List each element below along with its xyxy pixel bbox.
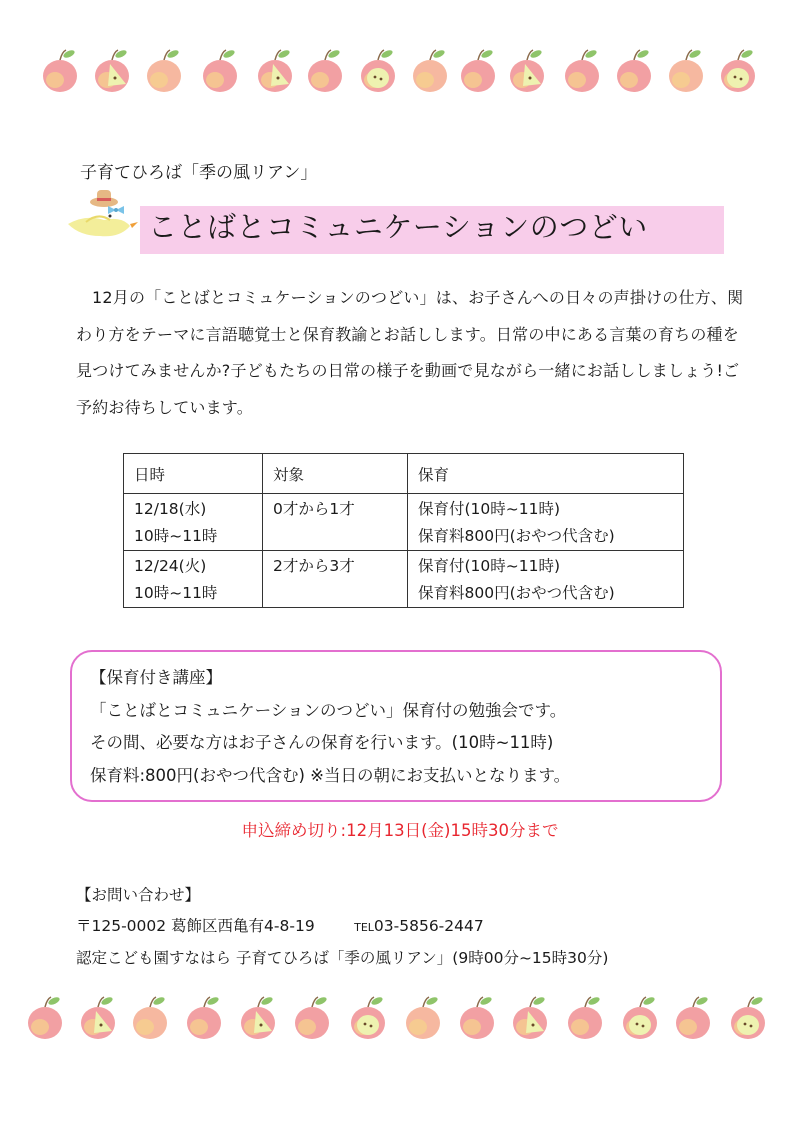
page-title: ことばとコミュニケーションのつどい	[148, 210, 648, 244]
tel-label: TEL	[354, 921, 374, 934]
apple-icon	[308, 49, 342, 92]
tel-number: 03-5856-2447	[373, 917, 484, 935]
apple-icon	[669, 49, 703, 92]
apple-row-icon	[0, 48, 800, 128]
address-text: 〒125-0002 葛飾区西亀有4-8-19	[76, 917, 315, 935]
table-row	[124, 494, 684, 551]
facility-line: 認定こども園すなはら 子育てひろば「季の風リアン」(9時00分~15時30分)	[76, 949, 609, 967]
schedule-table	[123, 453, 684, 608]
target-cell: 0才から1才	[263, 494, 408, 551]
apple-icon	[565, 49, 599, 92]
header-datetime: 日時	[124, 454, 263, 494]
time-text: 10時~11時	[134, 527, 218, 545]
apple-row-icon	[0, 995, 800, 1075]
contact-section	[76, 880, 608, 974]
datetime-cell	[124, 494, 263, 551]
address-line	[76, 911, 608, 943]
apple-icon	[413, 49, 447, 92]
childcare-cell	[408, 494, 684, 551]
bottom-apple-border	[0, 995, 800, 1075]
apple-icon	[241, 996, 275, 1039]
application-deadline: 申込締め切り:12月13日(金)15時30分まで	[241, 821, 559, 840]
apple-icon	[568, 996, 602, 1039]
apple-icon	[731, 996, 765, 1039]
apple-icon	[461, 49, 495, 92]
fee-text: 保育料800円(おやつ代含む)	[418, 527, 615, 545]
date-text: 12/24(火)	[134, 557, 207, 575]
apple-icon	[721, 49, 755, 92]
date-text: 12/18(水)	[134, 500, 207, 518]
apple-icon	[295, 996, 329, 1039]
apple-icon	[617, 49, 651, 92]
apple-icon	[460, 996, 494, 1039]
childcare-text: 保育付(10時~11時)	[418, 500, 561, 518]
table-header-row	[124, 454, 684, 494]
bird-icon	[64, 186, 144, 246]
header-target: 対象	[263, 454, 408, 494]
apple-icon	[147, 49, 181, 92]
apple-icon	[133, 996, 167, 1039]
course-heading: 【保育付き講座】	[90, 668, 222, 687]
apple-icon	[406, 996, 440, 1039]
apple-icon	[203, 49, 237, 92]
time-text: 10時~11時	[134, 584, 218, 602]
childcare-text: 保育付(10時~11時)	[418, 557, 561, 575]
apple-icon	[623, 996, 657, 1039]
apple-icon	[361, 49, 395, 92]
apple-icon	[95, 49, 129, 92]
course-line: 「ことばとコミュニケーションのつどい」保育付の勉強会です。	[90, 700, 567, 720]
apple-icon	[43, 49, 77, 92]
course-line: その間、必要な方はお子さんの保育を行います。(10時~11時)	[90, 733, 554, 752]
apple-icon	[513, 996, 547, 1039]
table-row	[124, 551, 684, 608]
organization-name: 子育てひろば「季の風リアン」	[80, 163, 318, 183]
datetime-cell	[124, 551, 263, 608]
fee-text: 保育料800円(おやつ代含む)	[418, 584, 615, 602]
apple-icon	[187, 996, 221, 1039]
apple-icon	[510, 49, 544, 92]
intro-paragraph: 12月の「ことばとコミュケーションのつどい」は、お子さんへの日々の声掛けの仕方、関わり方をテーマに言語聴覚士と保育教諭とお話しします。日常の中にある言葉の育ちの種を見つけてみませんか?子どもたちの日常の様子を動画で見ながら一緒にお話ししましょう!ご予約お待ちしています。	[76, 288, 744, 417]
apple-icon	[81, 996, 115, 1039]
header-childcare: 保育	[408, 454, 684, 494]
contact-heading: 【お問い合わせ】	[76, 886, 201, 904]
course-line: 保育料:800円(おやつ代含む) ※当日の朝にお支払いとなります。	[90, 765, 571, 785]
target-cell: 2才から3才	[263, 551, 408, 608]
apple-icon	[258, 49, 292, 92]
course-info	[90, 662, 570, 792]
apple-icon	[351, 996, 385, 1039]
apple-icon	[676, 996, 710, 1039]
top-apple-border	[0, 48, 800, 128]
apple-icon	[28, 996, 62, 1039]
childcare-cell	[408, 551, 684, 608]
